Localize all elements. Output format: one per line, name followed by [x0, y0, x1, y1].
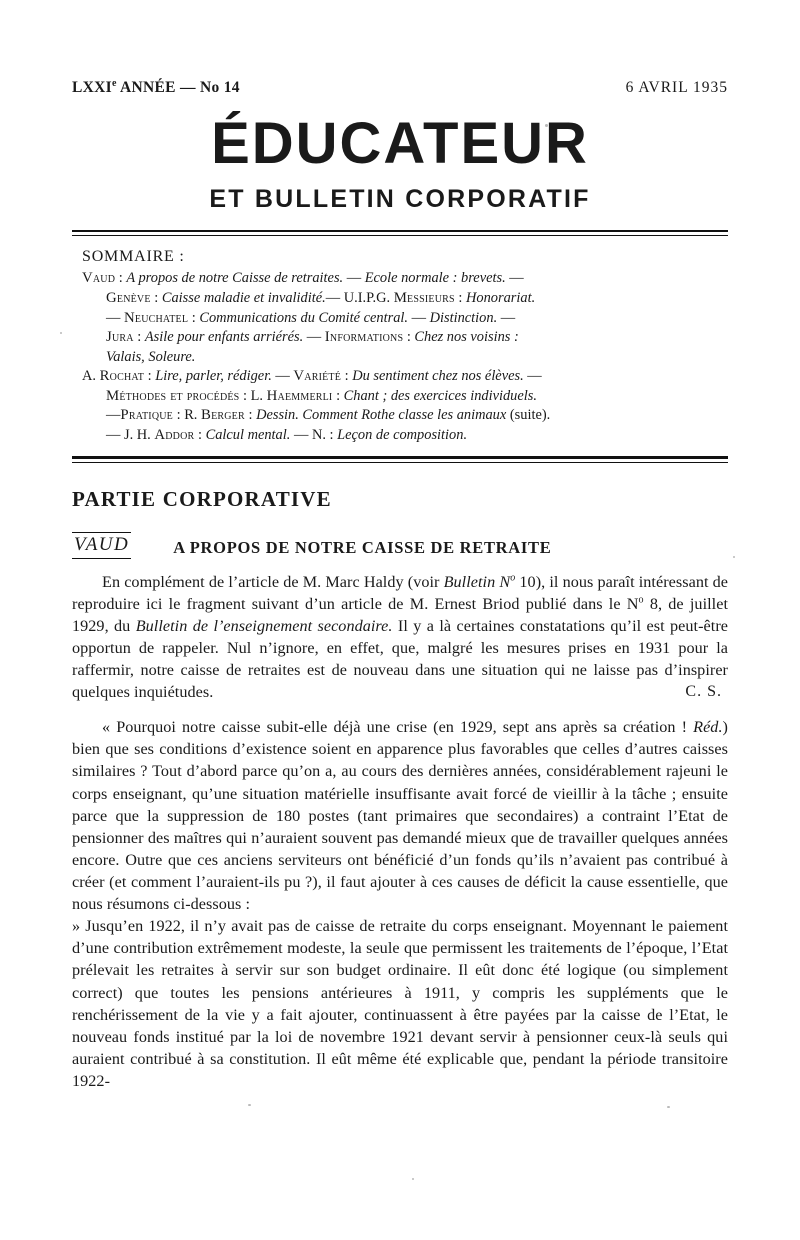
sommaire-text: Distinction. [429, 309, 498, 326]
sommaire-text: Asile pour enfants arriérés. [144, 329, 304, 346]
paragraph-text: Il y a là certaines constatations qu’il est peut-être opportun de rappeler. Nul n’ignore, en effet, que, malgré les mesures prises en 1931 pour la raffermir, notre caisse de retraites est de nouveau dans une situation qui ne laisse pas d’inspirer quelques inquiétudes. [72, 616, 728, 702]
sommaire-line [82, 309, 724, 329]
sommaire-entry [82, 367, 724, 446]
paragraph-text: 8, de juillet 1929, du [72, 594, 728, 635]
quoted-paragraph [72, 915, 728, 1092]
paragraph-text: 10 [515, 572, 536, 591]
sommaire-text: — N. : [290, 427, 338, 444]
sommaire-line [82, 426, 724, 446]
sommaire-text: Leçon de composition. [337, 427, 468, 444]
issue-date: 6 AVRIL 1935 [625, 79, 728, 97]
year-word: ANNÉE [120, 79, 176, 97]
issue-number: 14 [223, 79, 240, 97]
sommaire-text: Berger [201, 407, 245, 424]
sommaire-text: — [523, 368, 542, 384]
sommaire-text: A propos de notre Caisse de retraites. [126, 270, 344, 287]
sommaire-line [82, 387, 724, 407]
volume-ordinal-suffix: e [111, 78, 117, 89]
sommaire-text: Addor [154, 427, 195, 444]
sommaire-text: — [343, 270, 365, 287]
paper-speck [248, 1104, 251, 1106]
sommaire-text: — [303, 329, 325, 346]
paragraph-text: En complément de l’article de M. Marc Haldy (voir [102, 572, 444, 591]
sommaire-text: — U.I.P.G. [325, 289, 394, 306]
sommaire-entries [82, 269, 724, 446]
paragraph-text: » Jusqu’en 1922, il n’y avait pas de caisse de retraite du corps enseignant. Moyennant le paiement d’une contribution extrêmement modeste, la seule que permissent les traitements de l’époque, l’Etat prélevait les retraites à servir sur son budget ordinaire. Il eût donc été logique (ou simplement correct) que toutes les pensions antérieures à 1911, y compris les suppléments que le renchérissement de la vie y a fait ajouter, continuassent à être payées par la caisse de l’Etat, le nouveau fonds institué par la loi de novembre 1921 devant servir à pensionner ceux-là seuls qui auraient contribué à sa constitution. Il eût même été explicable que, pendant la période transitoire 1922- [72, 917, 728, 1090]
sommaire-text: — [106, 309, 124, 326]
sommaire-text: Jura [106, 329, 134, 346]
sommaire-text: — [271, 368, 294, 384]
sommaire-text: Communications du Comité central. [199, 309, 409, 326]
canton-label: VAUD [72, 532, 131, 559]
sommaire-text: : L. [239, 387, 267, 404]
sommaire-text: — [408, 309, 430, 326]
sommaire-heading: SOMMAIRE : [82, 248, 185, 266]
sommaire-text: Genève [106, 289, 151, 306]
paragraph-text: Bulletin N [443, 572, 511, 591]
sommaire-text: Chant ; des exercices individuels. [343, 387, 537, 404]
sommaire-line [82, 269, 724, 289]
canton-row [72, 532, 728, 559]
sommaire-text: : [332, 387, 344, 404]
sommaire-line [82, 367, 724, 387]
sommaire-text: Lire, parler, rédiger. [155, 368, 272, 384]
volume-issue [72, 78, 240, 97]
paper-speck [667, 1106, 670, 1108]
paragraph-text: ), il nous paraît intéressant de reproduire ici le fragment suivant d’un article de M. Ernest Briod publié dans le N [72, 572, 728, 613]
sommaire-text: Informations [324, 329, 404, 346]
paper-speck [733, 556, 735, 558]
sommaire-text: : [403, 329, 415, 346]
sommaire-text: : R. [173, 407, 201, 424]
sommaire-text: : [144, 368, 156, 384]
sommaire-text: : [188, 309, 200, 326]
paragraph-text: ) bien que ses conditions d’existence soient en apparence plus favorables que celles d’autres caisses similaires ? Tout d’abord parce qu’on a, au cours des dernières années, considérablement rajeuni le corps enseignant, qu’une situation matérielle insuffisante avait forcé de vieillir à la tâche ; ensuite parce que la suppression de 180 postes (tant primaires que secondaires) a contraint l’Etat de pensionner des maîtres qui n’auraient souvent pas demandé mieux que de travailler quelques années encore. Outre que ces anciens serviteurs ont bénéficié d’un fonds qu’ils n’avaient pas contribué à créer (et comment l’auraient-ils pu ?), il faut ajouter à ces causes de déficit la cause essentielle, que nous résumons ci-dessous : [72, 718, 728, 914]
paragraph-text: o [638, 594, 644, 606]
sommaire-text: Chez nos voisins : [414, 329, 519, 346]
paragraph-text: Réd. [693, 718, 723, 737]
sommaire-text: Honorariat. [466, 289, 536, 306]
article-title: A PROPOS DE NOTRE CAISSE DE RETRAITE [173, 537, 552, 557]
sommaire-text: Du sentiment chez nos élèves. [352, 368, 524, 384]
paragraph-text: « Pourquoi notre caisse subit-elle déjà une crise (en 1929, sept ans après sa création ! [102, 718, 694, 737]
sommaire-text: Vaud [82, 270, 116, 287]
paragraph-text: o [510, 572, 516, 584]
sommaire-line [82, 289, 724, 309]
sommaire-text: Rochat [99, 368, 144, 384]
sommaire-text: — J. H. [106, 427, 155, 444]
sommaire-text: — [505, 270, 524, 287]
sommaire-line [82, 348, 724, 367]
sommaire-line [82, 406, 724, 426]
sommaire-text: : [244, 407, 257, 424]
page-subtitle: ET BULLETIN CORPORATIF [209, 185, 591, 214]
page-content [72, 78, 728, 1092]
sommaire-text: : [150, 289, 162, 306]
sommaire [72, 248, 728, 446]
sommaire-text: Variété [293, 368, 342, 384]
sommaire-text: Ecole normale : brevets. [364, 270, 506, 287]
sommaire-text: — [497, 309, 516, 326]
sommaire-text: : [133, 329, 145, 346]
sommaire-text: Messieurs [393, 289, 455, 306]
sommaire-text: : [454, 289, 466, 306]
volume-number: LXXI [72, 79, 112, 97]
paragraph-text: Bulletin de l’enseignement secondaire. [135, 616, 393, 635]
paper-speck [412, 1178, 414, 1180]
dash: — [180, 79, 196, 97]
sommaire-text: Méthodes et procédés [106, 387, 240, 404]
paper-speck [60, 332, 62, 334]
divider-sommaire-bottom [72, 456, 728, 463]
section-heading: PARTIE CORPORATIVE [72, 486, 332, 511]
sommaire-text: Calcul mental. [205, 427, 291, 444]
sommaire-text: A. [82, 368, 100, 384]
issue-line [72, 78, 728, 97]
sommaire-text: Caisse maladie et invalidité. [161, 289, 326, 306]
sommaire-text: : [115, 270, 127, 287]
sommaire-text: (suite). [506, 407, 551, 424]
sommaire-text: Haemmerli [266, 387, 333, 404]
sommaire-text: — [106, 407, 121, 424]
sommaire-text: Dessin. Comment Rothe classe les animaux [256, 407, 507, 424]
page-title: ÉDUCATEUR [211, 111, 589, 177]
divider-top [72, 230, 728, 236]
sommaire-text: : [194, 427, 206, 444]
sommaire-text: Neuchatel [124, 309, 189, 326]
quoted-article-body [72, 716, 728, 1092]
quoted-paragraph [72, 716, 728, 915]
article-signature: C. S. [685, 683, 722, 701]
issue-label: No [200, 79, 220, 97]
sommaire-entry [82, 269, 724, 367]
sommaire-line [82, 328, 724, 348]
sommaire-text: Valais, Soleure. [106, 348, 196, 365]
sommaire-text: : [341, 368, 353, 384]
sommaire-text: Pratique [120, 407, 173, 424]
